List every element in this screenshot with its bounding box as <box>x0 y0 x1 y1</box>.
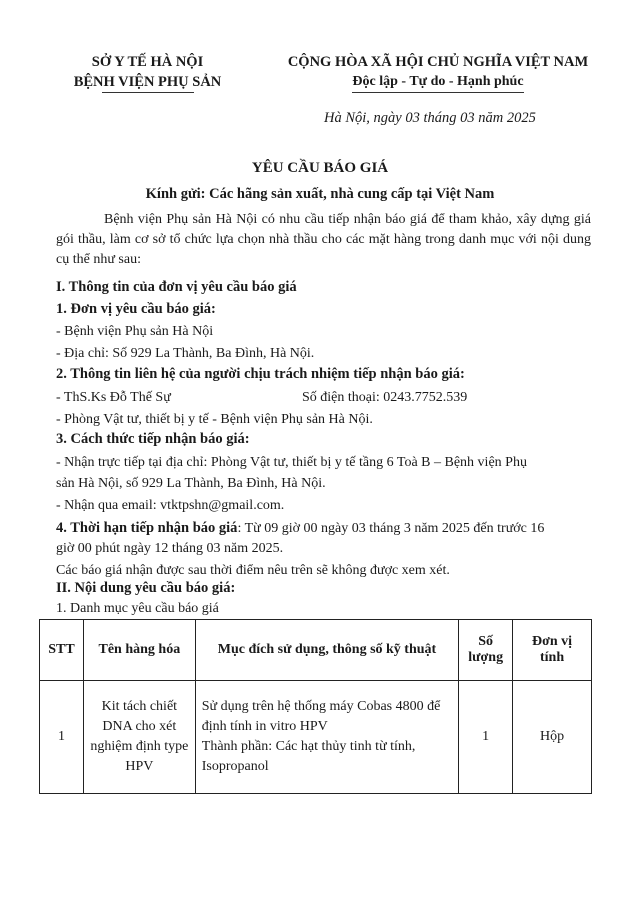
subsection-2-heading: 2. Thông tin liên hệ của người chịu trách nhiệm tiếp nhận báo giá: <box>56 366 465 382</box>
item-name-line: DNA cho xét <box>102 719 177 734</box>
subsection-4-heading: 4. Thời hạn tiếp nhận báo giá <box>56 520 238 536</box>
header-purpose: Mục đích sử dụng, thông số kỹ thuật <box>195 620 458 681</box>
section-2-heading: II. Nội dung yêu cầu báo giá: <box>56 580 236 596</box>
agency-name: SỞ Y TẾ HÀ NỘI <box>91 54 204 70</box>
country-name: CỘNG HÒA XÃ HỘI CHỦ NGHĨA VIỆT NAM <box>287 54 589 70</box>
table-row <box>40 681 592 794</box>
receive-direct-line1: - Nhận trực tiếp tại địa chỉ: Phòng Vật tư, thiết bị y tế tầng 6 Toà B – Bệnh viện Phụ <box>56 455 527 470</box>
row-quantity: 1 <box>459 681 513 794</box>
row-unit: Hộp <box>513 681 592 794</box>
subsection-3-heading: 3. Cách thức tiếp nhận báo giá: <box>56 431 250 447</box>
receive-direct-line2: sản Hà Nội, số 929 La Thành, Ba Đình, Hà Nội. <box>56 476 326 491</box>
spec-line: Thành phần: Các hạt thủy tinh từ tính, <box>201 739 416 754</box>
header-quantity-line2: lượng <box>468 650 504 665</box>
document-title: YÊU CẦU BÁO GIÁ <box>251 160 389 176</box>
agency-header <box>40 52 255 92</box>
table-header-row <box>40 620 592 681</box>
hospital-underline <box>102 92 194 93</box>
header-unit <box>513 620 592 681</box>
item-name-line: Kit tách chiết <box>101 699 178 714</box>
row-item-name <box>83 681 195 794</box>
header-unit-line1: Đơn vị <box>532 634 573 649</box>
deadline-line1 <box>56 518 544 539</box>
spec-line: Isopropanol <box>201 759 269 774</box>
motto: Độc lập - Tự do - Hạnh phúc <box>352 74 524 89</box>
hospital-name: BỆNH VIỆN PHỤ SẢN <box>73 74 222 90</box>
recipient-line: Kính gửi: Các hãng sản xuất, nhà cung cấp tại Việt Nam <box>145 186 495 202</box>
quotation-table <box>39 619 592 794</box>
section-1-heading: I. Thông tin của đơn vị yêu cầu báo giá <box>56 279 297 295</box>
intro-paragraph: Bệnh viện Phụ sản Hà Nội có nhu cầu tiếp nhận báo giá để tham khảo, xây dựng giá gói thầu, làm cơ sở tổ chức lựa chọn nhà thầu cho các mặt hàng trong danh mục với nội dung cụ thể như sau: <box>56 212 591 267</box>
spec-line: Sử dụng trên hệ thống máy Cobas 4800 để <box>201 699 441 714</box>
spec-line: định tính in vitro HPV <box>201 719 328 734</box>
deadline-text: : Từ 09 giờ 00 ngày 03 tháng 3 năm 2025 đến trước 16 <box>237 521 545 536</box>
unit-name: - Bệnh viện Phụ sản Hà Nội <box>56 324 214 339</box>
item-name-line: nghiệm định type <box>90 739 189 754</box>
receive-email: - Nhận qua email: vtktpshn@gmail.com. <box>56 498 285 513</box>
header-unit-line2: tính <box>540 650 565 665</box>
late-notice: Các báo giá nhận được sau thời điểm nêu trên sẽ không được xem xét. <box>56 563 450 578</box>
header-name: Tên hàng hóa <box>83 620 195 681</box>
motto-underline <box>352 92 524 93</box>
list-title: 1. Danh mục yêu cầu báo giá <box>56 601 219 616</box>
contact-department: - Phòng Vật tư, thiết bị y tế - Bệnh viện Phụ sản Hà Nội. <box>56 412 373 427</box>
date-line: Hà Nội, ngày 03 tháng 03 năm 2025 <box>324 110 536 126</box>
header-stt: STT <box>40 620 84 681</box>
subsection-1-heading: 1. Đơn vị yêu cầu báo giá: <box>56 301 216 317</box>
header-quantity-line1: Số <box>478 634 494 649</box>
contact-person: - ThS.Ks Đỗ Thế Sự <box>56 390 171 405</box>
contact-phone: Số điện thoại: 0243.7752.539 <box>302 390 468 405</box>
row-stt: 1 <box>40 681 84 794</box>
national-header <box>268 52 608 92</box>
row-spec <box>195 681 458 794</box>
item-name-line: HPV <box>125 759 154 774</box>
unit-address: - Địa chỉ: Số 929 La Thành, Ba Đình, Hà Nội. <box>56 346 315 361</box>
deadline-line2: giờ 00 phút ngày 12 tháng 03 năm 2025. <box>56 541 284 556</box>
header-quantity <box>459 620 513 681</box>
